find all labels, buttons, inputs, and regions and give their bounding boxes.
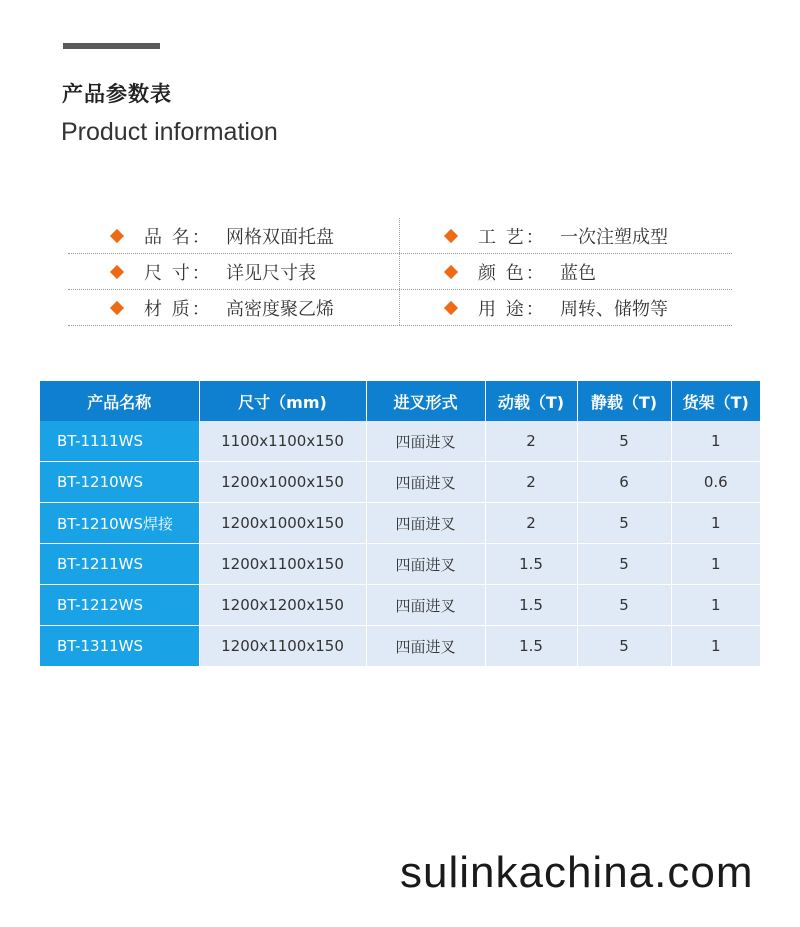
table-cell: 1 xyxy=(671,626,760,667)
table-cell: 2 xyxy=(485,462,577,503)
page-title: 产品参数表 xyxy=(62,82,172,106)
column-header: 进叉形式 xyxy=(366,381,485,421)
table-cell: 1 xyxy=(671,544,760,585)
spec-label: 颜 色： xyxy=(478,262,546,284)
spec-value: 高密度聚乙烯 xyxy=(226,298,334,320)
table-row xyxy=(40,626,760,667)
table-cell: 四面进叉 xyxy=(366,626,485,667)
spec-item-size xyxy=(68,254,400,289)
spec-label: 材 质： xyxy=(144,298,212,320)
table-cell: 四面进叉 xyxy=(366,462,485,503)
diamond-bullet-icon xyxy=(444,228,458,242)
table-cell: 5 xyxy=(577,626,671,667)
diamond-bullet-icon xyxy=(444,264,458,278)
table-cell: 6 xyxy=(577,462,671,503)
table-cell: 1 xyxy=(671,585,760,626)
column-header: 货架（T) xyxy=(671,381,760,421)
model-cell: BT-1111WS xyxy=(40,421,199,462)
spec-grid xyxy=(68,218,732,326)
model-cell: BT-1210WS焊接 xyxy=(40,503,199,544)
table-cell: 1200x1000x150 xyxy=(199,503,366,544)
column-header: 动载（T) xyxy=(485,381,577,421)
diamond-bullet-icon xyxy=(110,228,124,242)
product-table xyxy=(40,381,760,667)
table-cell: 5 xyxy=(577,503,671,544)
spec-label: 尺 寸： xyxy=(144,262,212,284)
table-cell: 四面进叉 xyxy=(366,421,485,462)
table-cell: 1200x1000x150 xyxy=(199,462,366,503)
spec-label: 工 艺： xyxy=(478,226,546,248)
spec-value: 详见尺寸表 xyxy=(226,262,316,284)
page-subtitle: Product information xyxy=(61,118,278,146)
column-header: 静载（T) xyxy=(577,381,671,421)
table-cell: 2 xyxy=(485,421,577,462)
table-cell: 0.6 xyxy=(671,462,760,503)
spec-label: 品 名： xyxy=(144,226,212,248)
website-watermark: sulinkachina.com xyxy=(400,848,754,897)
spec-row xyxy=(68,254,732,290)
table-cell: 5 xyxy=(577,544,671,585)
spec-value: 网格双面托盘 xyxy=(226,226,334,248)
table-cell: 2 xyxy=(485,503,577,544)
table-cell: 1200x1200x150 xyxy=(199,585,366,626)
table-row xyxy=(40,462,760,503)
column-header: 尺寸（mm) xyxy=(199,381,366,421)
table-cell: 四面进叉 xyxy=(366,544,485,585)
spec-row xyxy=(68,218,732,254)
table-cell: 5 xyxy=(577,585,671,626)
diamond-bullet-icon xyxy=(444,300,458,314)
diamond-bullet-icon xyxy=(110,264,124,278)
table-cell: 1200x1100x150 xyxy=(199,626,366,667)
spec-item-usage xyxy=(400,290,732,325)
table-cell: 5 xyxy=(577,421,671,462)
spec-item-color xyxy=(400,254,732,289)
decorative-top-bar xyxy=(63,43,160,49)
table-row xyxy=(40,503,760,544)
table-row xyxy=(40,544,760,585)
table-cell: 1200x1100x150 xyxy=(199,544,366,585)
table-row xyxy=(40,421,760,462)
table-cell: 四面进叉 xyxy=(366,585,485,626)
diamond-bullet-icon xyxy=(110,300,124,314)
model-cell: BT-1212WS xyxy=(40,585,199,626)
table-cell: 1.5 xyxy=(485,544,577,585)
model-cell: BT-1311WS xyxy=(40,626,199,667)
spec-label: 用 途： xyxy=(478,298,546,320)
spec-item-process xyxy=(400,218,732,253)
table-row xyxy=(40,585,760,626)
column-header: 产品名称 xyxy=(40,381,199,421)
model-cell: BT-1210WS xyxy=(40,462,199,503)
spec-item-material xyxy=(68,290,400,325)
table-cell: 1100x1100x150 xyxy=(199,421,366,462)
table-cell: 1.5 xyxy=(485,585,577,626)
spec-row xyxy=(68,290,732,326)
table-cell: 1 xyxy=(671,503,760,544)
table-header-row xyxy=(40,381,760,421)
spec-item-name xyxy=(68,218,400,253)
spec-value: 蓝色 xyxy=(560,262,596,284)
model-cell: BT-1211WS xyxy=(40,544,199,585)
table-cell: 1.5 xyxy=(485,626,577,667)
table-cell: 1 xyxy=(671,421,760,462)
spec-value: 一次注塑成型 xyxy=(560,226,668,248)
table-cell: 四面进叉 xyxy=(366,503,485,544)
spec-value: 周转、储物等 xyxy=(560,298,668,320)
